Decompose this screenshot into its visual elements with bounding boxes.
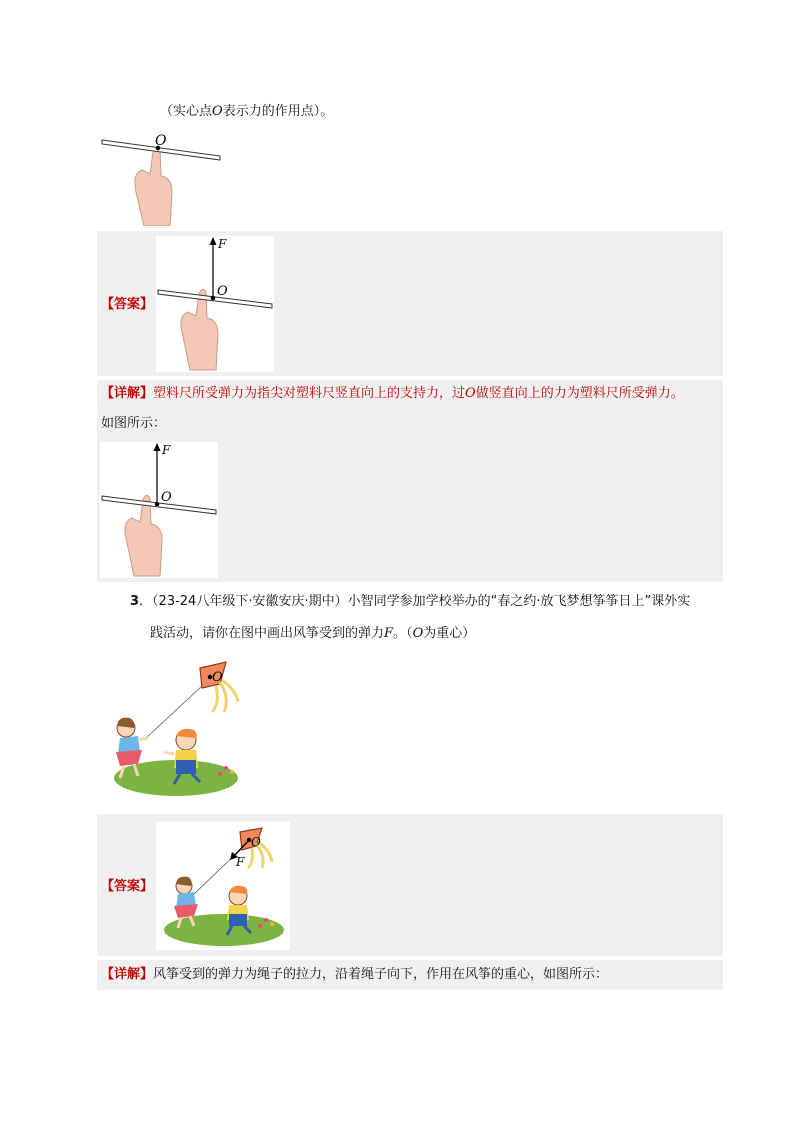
point-o-label: O xyxy=(251,835,261,849)
answer-figure-q2 xyxy=(156,236,274,372)
point-o-label: O xyxy=(212,670,223,685)
detail-tag: 【详解】 xyxy=(101,967,154,982)
question-number: 3 xyxy=(130,594,140,609)
ruler-on-finger-figure xyxy=(98,130,224,226)
force-arrow-f xyxy=(154,443,161,504)
answer-figure-q3 xyxy=(156,822,290,950)
point-o-label: O xyxy=(212,104,223,119)
detail-line-2: 如图所示： xyxy=(101,416,167,431)
force-f-label: F xyxy=(218,237,227,251)
finger-hand-icon xyxy=(181,289,218,370)
point-o-label: O xyxy=(412,626,424,641)
force-f-label: F xyxy=(384,626,394,641)
point-o-dot xyxy=(211,296,216,301)
detail-line-1: 【详解】塑料尺所受弹力为指尖对塑料尺竖直向上的支持力，过O做竖直向上的力为塑料尺所受弹力。 xyxy=(101,386,684,401)
q3-line-1: 3．（23-24八年级下·安徽安庆·期中）小智同学参加学校举办的“春之约·放飞梦想筝筝日上”课外实 xyxy=(130,594,691,609)
force-arrow-f xyxy=(210,237,217,298)
detail-line-q3: 【详解】风筝受到的弹力为绳子的拉力，沿着绳子向下，作用在风筝的重心，如图所示： xyxy=(101,967,609,982)
finger-hand-icon xyxy=(125,495,162,576)
kite-flying-figure xyxy=(108,656,244,802)
force-f-label: F xyxy=(162,443,171,457)
q2-note: （实心点O表示力的作用点）。 xyxy=(160,104,334,119)
force-f-label: F xyxy=(236,855,245,869)
point-o-label: O xyxy=(161,490,172,505)
point-o-dot xyxy=(155,502,160,507)
point-o-label: O xyxy=(465,386,476,401)
finger-hand-icon xyxy=(135,147,172,226)
point-o-label: O xyxy=(155,133,167,149)
q3-line-2: 践活动，请你在图中画出风筝受到的弹力F。（O为重心） xyxy=(150,626,476,641)
point-o-label: O xyxy=(217,284,228,299)
detail-tag: 【详解】 xyxy=(101,386,154,401)
detail-figure-q2 xyxy=(100,442,218,578)
answer-tag: 【答案】 xyxy=(101,297,154,312)
answer-tag: 【答案】 xyxy=(101,879,154,894)
